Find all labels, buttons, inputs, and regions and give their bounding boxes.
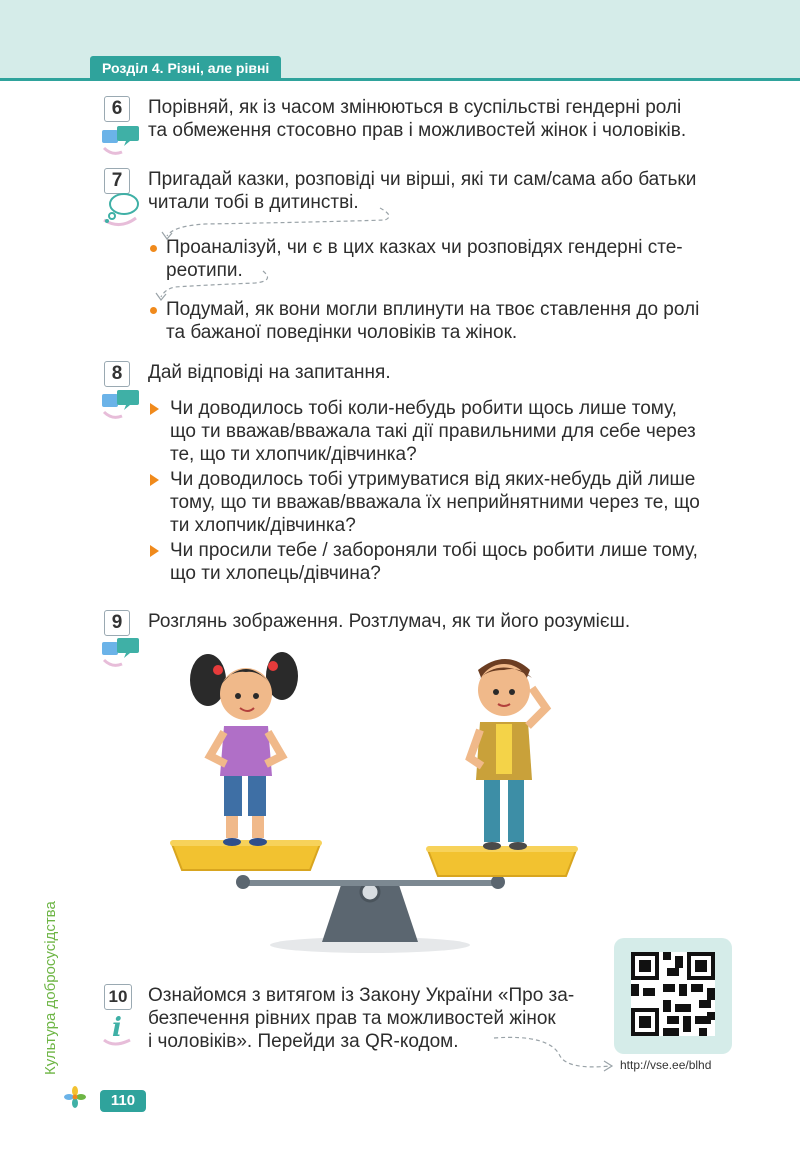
task-10-number: 10 [104, 984, 132, 1010]
girl-figure [190, 652, 298, 846]
qr-code-card[interactable] [614, 938, 732, 1054]
text-line: ти хлопчик/дівчинка? [170, 515, 356, 536]
text-line: Чи доводилось тобі коли-небудь робити щось лише тому, [170, 398, 677, 419]
text-line: Порівняй, як із часом змінюються в суспільстві гендерні ролі [148, 97, 682, 118]
info-icon [100, 1010, 136, 1046]
svg-text:i: i [112, 1013, 122, 1043]
speech-bubbles-icon [100, 124, 142, 158]
section-label: Розділ 4. Різні, але рівні [90, 56, 281, 80]
text-line: та обмеження стосовно прав і можливостей жінок і чоловіків. [148, 120, 687, 141]
task-9-text [148, 610, 748, 633]
task-6-text [148, 96, 748, 142]
task-6-number: 6 [104, 96, 130, 122]
bullet-triangle [150, 545, 159, 557]
bullet-dot [150, 307, 157, 314]
text-line: що ти вважав/вважала такі дії правильними для себе через [170, 421, 696, 442]
text-line: Проаналізуй, чи є в цих казках чи розповідях гендерні сте- [166, 237, 683, 258]
task-8-question-2 [170, 468, 760, 537]
balance-scale-illustration [160, 640, 600, 960]
text-line: Розглянь зображення. Розтлумач, як ти його розумієш. [148, 611, 631, 632]
text-line: тому, що ти вважав/вважала їх неприйнятними через те, що [170, 492, 700, 513]
bullet-triangle [150, 403, 159, 415]
boy-figure [470, 659, 546, 850]
task-7-number: 7 [104, 168, 130, 194]
qr-link[interactable]: http://vse.ee/blhd [620, 1058, 712, 1072]
text-line: реотипи. [166, 260, 243, 281]
task-9-number: 9 [104, 610, 130, 636]
speech-bubbles-icon [100, 388, 142, 422]
task-8-text [148, 361, 748, 384]
side-title: Культура добросусідства [42, 901, 59, 1075]
text-line: те, що ти хлопчик/дівчинка? [170, 444, 417, 465]
bullet-triangle [150, 474, 159, 486]
task-8-question-1 [170, 397, 760, 466]
qr-code[interactable] [631, 952, 715, 1036]
thought-bubble-icon [100, 190, 142, 230]
text-line: Чи доводилось тобі утримуватися від яких-небудь дій лише [170, 469, 696, 490]
page-number: 110 [100, 1090, 146, 1112]
text-line: безпечення рівних прав та можливостей жінок [148, 1008, 556, 1029]
speech-bubbles-icon [100, 636, 142, 670]
text-line: читали тобі в дитинстві. [148, 192, 359, 213]
task-8-number: 8 [104, 361, 130, 387]
flower-icon [64, 1086, 86, 1108]
text-line: Чи просили тебе / забороняли тобі щось робити лише тому, [170, 540, 698, 561]
task-8-question-3 [170, 539, 760, 585]
text-line: Дай відповіді на запитання. [148, 362, 391, 383]
text-line: і чоловіків». Перейди за QR-кодом. [148, 1031, 459, 1052]
text-line: Пригадай казки, розповіді чи вірші, які ти сам/сама або батьки [148, 169, 697, 190]
dashed-arrow-decoration [490, 1034, 620, 1074]
text-line: та бажаної поведінки чоловіків та жінок. [166, 322, 518, 343]
text-line: що ти хлопець/дівчина? [170, 563, 381, 584]
task-7-bullet-2 [166, 298, 756, 344]
text-line: Ознайомся з витягом із Закону України «Про за- [148, 985, 575, 1006]
bullet-dot [150, 245, 157, 252]
text-line: Подумай, як вони могли вплинути на твоє ставлення до ролі [166, 299, 700, 320]
